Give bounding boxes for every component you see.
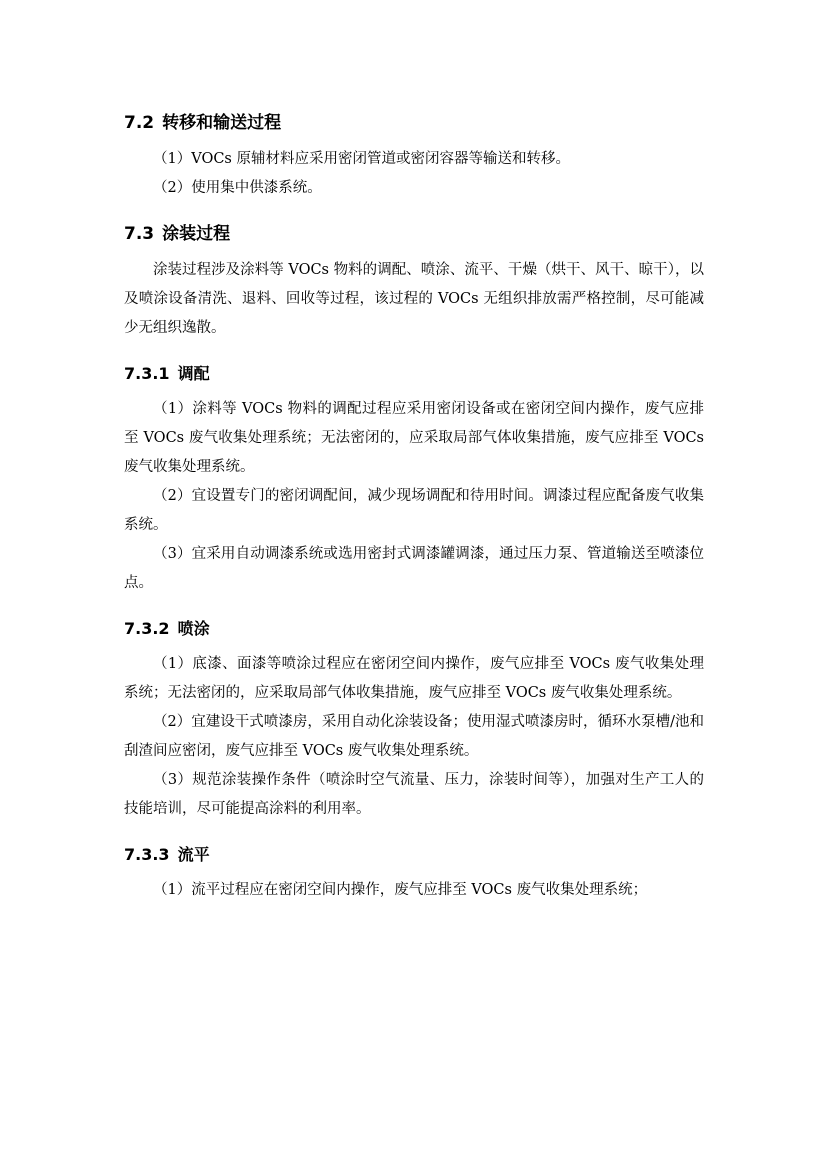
paragraph: （2）宜设置专门的密闭调配间，减少现场调配和待用时间。调漆过程应配备废气收集系统。	[124, 488, 704, 533]
section-heading-7-2	[124, 108, 704, 138]
section-heading-7-3	[124, 219, 704, 249]
section-title: 涂装过程	[162, 224, 231, 244]
section-number: 7.3.1	[124, 364, 170, 383]
section-title: 转移和输送过程	[162, 113, 282, 133]
paragraph: （3）规范涂装操作条件（喷涂时空气流量、压力，涂装时间等），加强对生产工人的技能培训，尽可能提高涂料的利用率。	[124, 772, 704, 817]
section-heading-7-3-3	[124, 840, 704, 870]
paragraph: （2）使用集中供漆系统。	[153, 180, 322, 196]
section-heading-7-3-1	[124, 359, 704, 389]
paragraph: （1）涂料等 VOCs 物料的调配过程应采用密闭设备或在密闭空间内操作，废气应排至 VOCs 废气收集处理系统；无法密闭的，应采取局部气体收集措施，废气应排至 VOCs 废气收集处理系统。	[124, 401, 704, 475]
paragraph: （1）流平过程应在密闭空间内操作，废气应排至 VOCs 废气收集处理系统；	[153, 882, 648, 898]
section-number: 7.2	[124, 113, 155, 133]
document-page	[124, 108, 704, 905]
paragraph: （3）宜采用自动调漆系统或选用密封式调漆罐调漆，通过压力泵、管道输送至喷漆位点。	[124, 546, 704, 591]
section-title: 调配	[177, 364, 210, 383]
section-title: 流平	[177, 845, 210, 864]
section-number: 7.3.2	[124, 619, 170, 638]
section-heading-7-3-2	[124, 614, 704, 644]
section-number: 7.3	[124, 224, 155, 244]
paragraph: （2）宜建设干式喷漆房，采用自动化涂装设备；使用湿式喷漆房时，循环水泵槽/池和刮渣间应密闭，废气应排至 VOCs 废气收集处理系统。	[124, 714, 704, 759]
paragraph: （1）底漆、面漆等喷涂过程应在密闭空间内操作，废气应排至 VOCs 废气收集处理系统；无法密闭的，应采取局部气体收集措施，废气应排至 VOCs 废气收集处理系统。	[124, 656, 704, 701]
section-number: 7.3.3	[124, 845, 170, 864]
section-title: 喷涂	[177, 619, 210, 638]
paragraph: （1）VOCs 原辅材料应采用密闭管道或密闭容器等输送和转移。	[153, 151, 570, 167]
paragraph: 涂装过程涉及涂料等 VOCs 物料的调配、喷涂、流平、干燥（烘干、风干、晾干），以及喷涂设备清洗、退料、回收等过程，该过程的 VOCs 无组织排放需严格控制，尽可能减少无组织逸散。	[124, 262, 704, 336]
